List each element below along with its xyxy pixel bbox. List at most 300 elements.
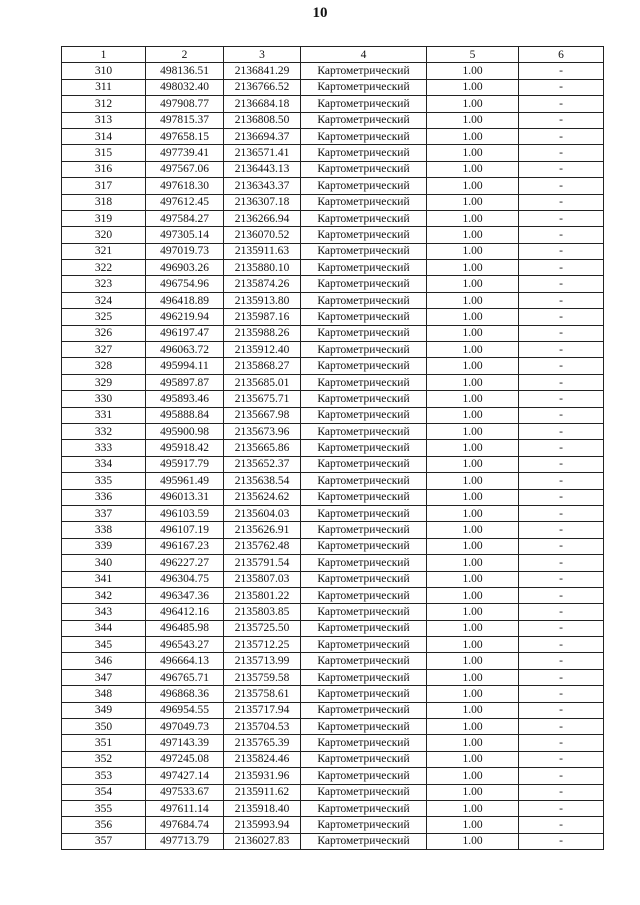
table-cell: 495900.98	[146, 423, 224, 439]
table-cell: -	[519, 817, 604, 833]
table-cell: 1.00	[427, 538, 519, 554]
table-cell: 1.00	[427, 325, 519, 341]
table-cell: 1.00	[427, 440, 519, 456]
table-cell: Картометрический	[301, 423, 427, 439]
table-row	[62, 686, 604, 702]
table-row	[62, 833, 604, 849]
table-cell: 349	[62, 702, 146, 718]
table-cell: Картометрический	[301, 309, 427, 325]
table-cell: 497533.67	[146, 784, 224, 800]
table-cell: 345	[62, 637, 146, 653]
table-cell: 318	[62, 194, 146, 210]
table-cell: 2135638.54	[224, 473, 301, 489]
table-cell: Картометрический	[301, 342, 427, 358]
coordinates-table	[61, 46, 604, 850]
table-cell: -	[519, 423, 604, 439]
table-cell: Картометрический	[301, 833, 427, 849]
table-cell: 2135626.91	[224, 522, 301, 538]
column-header: 1	[62, 47, 146, 63]
table-cell: 2135717.94	[224, 702, 301, 718]
table-cell: 496664.13	[146, 653, 224, 669]
table-cell: Картометрический	[301, 145, 427, 161]
table-cell: 1.00	[427, 112, 519, 128]
table-cell: Картометрический	[301, 489, 427, 505]
table-row	[62, 79, 604, 95]
table-cell: 326	[62, 325, 146, 341]
table-cell: 1.00	[427, 702, 519, 718]
table-cell: 1.00	[427, 653, 519, 669]
table-row	[62, 653, 604, 669]
table-cell: 497049.73	[146, 719, 224, 735]
table-cell: 2135880.10	[224, 260, 301, 276]
table-cell: 317	[62, 178, 146, 194]
table-cell: 321	[62, 243, 146, 259]
table-cell: Картометрический	[301, 555, 427, 571]
table-cell: 315	[62, 145, 146, 161]
table-cell: 2135913.80	[224, 292, 301, 308]
table-row	[62, 178, 604, 194]
table-cell: Картометрический	[301, 292, 427, 308]
table-cell: 2135762.48	[224, 538, 301, 554]
table-cell: 2135824.46	[224, 751, 301, 767]
table-cell: 495994.11	[146, 358, 224, 374]
table-cell: 495961.49	[146, 473, 224, 489]
table-cell: -	[519, 653, 604, 669]
table-cell: Картометрический	[301, 456, 427, 472]
table-cell: 497584.27	[146, 210, 224, 226]
table-cell: Картометрический	[301, 505, 427, 521]
table-cell: -	[519, 702, 604, 718]
table-cell: 2135801.22	[224, 587, 301, 603]
table-cell: 497305.14	[146, 227, 224, 243]
table-cell: 1.00	[427, 833, 519, 849]
table-cell: 320	[62, 227, 146, 243]
table-cell: 2136027.83	[224, 833, 301, 849]
table-row	[62, 555, 604, 571]
table-row	[62, 522, 604, 538]
table-row	[62, 637, 604, 653]
table-cell: -	[519, 342, 604, 358]
table-cell: -	[519, 260, 604, 276]
table-cell: 1.00	[427, 407, 519, 423]
table-cell: 2136307.18	[224, 194, 301, 210]
table-cell: 1.00	[427, 555, 519, 571]
table-row	[62, 423, 604, 439]
table-row	[62, 735, 604, 751]
table-cell: Картометрический	[301, 243, 427, 259]
table-cell: 1.00	[427, 374, 519, 390]
table-cell: 328	[62, 358, 146, 374]
table-cell: 2135931.96	[224, 768, 301, 784]
table-cell: 2136070.52	[224, 227, 301, 243]
table-cell: 311	[62, 79, 146, 95]
table-cell: 497658.15	[146, 128, 224, 144]
table-row	[62, 342, 604, 358]
table-cell: -	[519, 161, 604, 177]
table-cell: 496167.23	[146, 538, 224, 554]
table-cell: Картометрический	[301, 620, 427, 636]
table-cell: 355	[62, 800, 146, 816]
table-cell: 496103.59	[146, 505, 224, 521]
table-cell: 2135765.39	[224, 735, 301, 751]
table-cell: 496107.19	[146, 522, 224, 538]
table-cell: 352	[62, 751, 146, 767]
table-cell: Картометрический	[301, 817, 427, 833]
table-cell: 1.00	[427, 587, 519, 603]
table-cell: -	[519, 571, 604, 587]
table-cell: Картометрический	[301, 194, 427, 210]
table-cell: 495918.42	[146, 440, 224, 456]
table-cell: -	[519, 63, 604, 79]
table-cell: -	[519, 522, 604, 538]
table-cell: 2136841.29	[224, 63, 301, 79]
table-cell: 497739.41	[146, 145, 224, 161]
table-cell: -	[519, 178, 604, 194]
table-cell: -	[519, 391, 604, 407]
table-cell: 324	[62, 292, 146, 308]
table-cell: 2135667.98	[224, 407, 301, 423]
table-cell: 2136266.94	[224, 210, 301, 226]
table-cell: 2136808.50	[224, 112, 301, 128]
table-cell: 496765.71	[146, 669, 224, 685]
table-row	[62, 276, 604, 292]
table-cell: 2135807.03	[224, 571, 301, 587]
table-cell: 1.00	[427, 423, 519, 439]
table-cell: 331	[62, 407, 146, 423]
table-cell: -	[519, 243, 604, 259]
table-cell: 314	[62, 128, 146, 144]
table-cell: -	[519, 604, 604, 620]
table-row	[62, 571, 604, 587]
table-cell: Картометрический	[301, 669, 427, 685]
table-cell: -	[519, 128, 604, 144]
table-cell: 2135665.86	[224, 440, 301, 456]
table-cell: Картометрический	[301, 325, 427, 341]
page-number: 10	[312, 5, 328, 21]
table-cell: 498032.40	[146, 79, 224, 95]
table-cell: 1.00	[427, 522, 519, 538]
table-cell: 497427.14	[146, 768, 224, 784]
table-cell: 2135791.54	[224, 555, 301, 571]
table-row	[62, 194, 604, 210]
table-cell: 497908.77	[146, 96, 224, 112]
table-cell: Картометрический	[301, 538, 427, 554]
table-cell: 1.00	[427, 817, 519, 833]
table-cell: Картометрический	[301, 96, 427, 112]
table-cell: 323	[62, 276, 146, 292]
table-cell: -	[519, 768, 604, 784]
table-cell: 353	[62, 768, 146, 784]
table-row	[62, 440, 604, 456]
table-cell: 343	[62, 604, 146, 620]
table-cell: -	[519, 587, 604, 603]
table-cell: 334	[62, 456, 146, 472]
table-cell: 1.00	[427, 800, 519, 816]
table-cell: 1.00	[427, 79, 519, 95]
table-cell: 1.00	[427, 292, 519, 308]
table-cell: 335	[62, 473, 146, 489]
table-cell: Картометрический	[301, 358, 427, 374]
table-cell: Картометрический	[301, 768, 427, 784]
table-cell: 327	[62, 342, 146, 358]
table-cell: 497612.45	[146, 194, 224, 210]
table-cell: 2135912.40	[224, 342, 301, 358]
table-cell: 342	[62, 587, 146, 603]
table-cell: 1.00	[427, 210, 519, 226]
table-cell: 354	[62, 784, 146, 800]
table-cell: 2135725.50	[224, 620, 301, 636]
table-cell: -	[519, 735, 604, 751]
table-cell: 496412.16	[146, 604, 224, 620]
table-cell: 1.00	[427, 751, 519, 767]
table-cell: -	[519, 309, 604, 325]
table-cell: 2135675.71	[224, 391, 301, 407]
table-cell: Картометрический	[301, 63, 427, 79]
table-cell: 1.00	[427, 128, 519, 144]
table-row	[62, 473, 604, 489]
table-row	[62, 489, 604, 505]
table-row	[62, 505, 604, 521]
column-header: 5	[427, 47, 519, 63]
table-cell: -	[519, 79, 604, 95]
table-cell: Картометрический	[301, 161, 427, 177]
table-cell: 356	[62, 817, 146, 833]
table-row	[62, 260, 604, 276]
table-cell: 497618.30	[146, 178, 224, 194]
table-cell: 1.00	[427, 784, 519, 800]
table-cell: -	[519, 96, 604, 112]
table-cell: 2135685.01	[224, 374, 301, 390]
table-cell: 2136443.13	[224, 161, 301, 177]
table-cell: 496954.55	[146, 702, 224, 718]
table-cell: 338	[62, 522, 146, 538]
table-cell: 336	[62, 489, 146, 505]
table-cell: -	[519, 505, 604, 521]
table-row	[62, 702, 604, 718]
table-row	[62, 161, 604, 177]
table-cell: Картометрический	[301, 735, 427, 751]
table-cell: -	[519, 620, 604, 636]
column-header: 2	[146, 47, 224, 63]
table-row	[62, 784, 604, 800]
table-cell: 1.00	[427, 637, 519, 653]
table-cell: 1.00	[427, 243, 519, 259]
table-cell: -	[519, 292, 604, 308]
table-cell: 1.00	[427, 391, 519, 407]
table-row	[62, 817, 604, 833]
table-cell: -	[519, 210, 604, 226]
table-cell: 332	[62, 423, 146, 439]
table-cell: 1.00	[427, 620, 519, 636]
table-cell: 333	[62, 440, 146, 456]
table-row	[62, 719, 604, 735]
table-row	[62, 128, 604, 144]
table-cell: 497713.79	[146, 833, 224, 849]
table-row	[62, 538, 604, 554]
table-cell: Картометрический	[301, 686, 427, 702]
table-row	[62, 210, 604, 226]
table-cell: -	[519, 489, 604, 505]
table-cell: 1.00	[427, 669, 519, 685]
table-cell: 2135758.61	[224, 686, 301, 702]
table-cell: 496304.75	[146, 571, 224, 587]
table-cell: 319	[62, 210, 146, 226]
table-cell: 496197.47	[146, 325, 224, 341]
table-row	[62, 407, 604, 423]
table-cell: -	[519, 112, 604, 128]
table-cell: 351	[62, 735, 146, 751]
table-cell: Картометрический	[301, 653, 427, 669]
table-cell: -	[519, 227, 604, 243]
table-cell: 344	[62, 620, 146, 636]
table-cell: -	[519, 473, 604, 489]
table-cell: 496219.94	[146, 309, 224, 325]
table-row	[62, 145, 604, 161]
table-cell: Картометрический	[301, 587, 427, 603]
table-cell: -	[519, 407, 604, 423]
table-cell: 2135911.63	[224, 243, 301, 259]
table-cell: 316	[62, 161, 146, 177]
table-cell: -	[519, 686, 604, 702]
table-row	[62, 800, 604, 816]
table-cell: 495888.84	[146, 407, 224, 423]
table-cell: 325	[62, 309, 146, 325]
table-row	[62, 374, 604, 390]
table-cell: 497684.74	[146, 817, 224, 833]
table-cell: 1.00	[427, 161, 519, 177]
table-cell: 496903.26	[146, 260, 224, 276]
table-cell: 1.00	[427, 342, 519, 358]
table-cell: 496347.36	[146, 587, 224, 603]
table-row	[62, 620, 604, 636]
table-cell: -	[519, 538, 604, 554]
table-cell: 1.00	[427, 473, 519, 489]
table-cell: 330	[62, 391, 146, 407]
table-row	[62, 309, 604, 325]
table-cell: 1.00	[427, 145, 519, 161]
table-cell: 339	[62, 538, 146, 554]
table-cell: 2135988.26	[224, 325, 301, 341]
table-cell: 2135673.96	[224, 423, 301, 439]
table-cell: -	[519, 784, 604, 800]
table-cell: 346	[62, 653, 146, 669]
table-cell: 1.00	[427, 768, 519, 784]
table-cell: 1.00	[427, 227, 519, 243]
table-row	[62, 604, 604, 620]
table-cell: 2136694.37	[224, 128, 301, 144]
table-cell: Картометрический	[301, 128, 427, 144]
table-cell: 1.00	[427, 358, 519, 374]
table-cell: Картометрический	[301, 440, 427, 456]
table-cell: Картометрический	[301, 391, 427, 407]
table-cell: 350	[62, 719, 146, 735]
table-cell: 2135652.37	[224, 456, 301, 472]
table-cell: 2136766.52	[224, 79, 301, 95]
table-cell: 497815.37	[146, 112, 224, 128]
table-cell: 496754.96	[146, 276, 224, 292]
table-cell: 1.00	[427, 456, 519, 472]
table-cell: -	[519, 194, 604, 210]
table-cell: 495897.87	[146, 374, 224, 390]
table-row	[62, 325, 604, 341]
table-cell: Картометрический	[301, 260, 427, 276]
table-cell: 1.00	[427, 194, 519, 210]
table-cell: 2136343.37	[224, 178, 301, 194]
table-cell: -	[519, 358, 604, 374]
table-cell: -	[519, 669, 604, 685]
table-cell: Картометрический	[301, 276, 427, 292]
table-cell: Картометрический	[301, 571, 427, 587]
table-cell: 496868.36	[146, 686, 224, 702]
table-cell: -	[519, 145, 604, 161]
table-cell: Картометрический	[301, 522, 427, 538]
table-row	[62, 358, 604, 374]
table-cell: 1.00	[427, 63, 519, 79]
table-cell: -	[519, 833, 604, 849]
table-cell: Картометрический	[301, 719, 427, 735]
table-cell: 348	[62, 686, 146, 702]
table-row	[62, 391, 604, 407]
table-cell: 2136684.18	[224, 96, 301, 112]
table-cell: Картометрический	[301, 79, 427, 95]
table-row	[62, 227, 604, 243]
table-cell: Картометрический	[301, 800, 427, 816]
column-header: 3	[224, 47, 301, 63]
table-cell: Картометрический	[301, 784, 427, 800]
table-cell: 496227.27	[146, 555, 224, 571]
table-cell: 498136.51	[146, 63, 224, 79]
table-cell: 322	[62, 260, 146, 276]
table-cell: 1.00	[427, 96, 519, 112]
table-cell: 2135918.40	[224, 800, 301, 816]
table-cell: 1.00	[427, 735, 519, 751]
table-cell: -	[519, 555, 604, 571]
table-cell: 497611.14	[146, 800, 224, 816]
table-cell: 312	[62, 96, 146, 112]
table-cell: 1.00	[427, 309, 519, 325]
table-row	[62, 587, 604, 603]
table-cell: -	[519, 719, 604, 735]
table-cell: 337	[62, 505, 146, 521]
table-cell: Картометрический	[301, 210, 427, 226]
table-cell: 2135868.27	[224, 358, 301, 374]
table-row	[62, 292, 604, 308]
table-cell: 2135987.16	[224, 309, 301, 325]
table-cell: -	[519, 374, 604, 390]
table-cell: Картометрический	[301, 751, 427, 767]
table-cell: Картометрический	[301, 604, 427, 620]
table-cell: 497567.06	[146, 161, 224, 177]
table-row	[62, 456, 604, 472]
table-cell: Картометрический	[301, 112, 427, 128]
table-row	[62, 768, 604, 784]
table-row	[62, 243, 604, 259]
table-cell: Картометрический	[301, 473, 427, 489]
table-cell: 1.00	[427, 719, 519, 735]
table-cell: 347	[62, 669, 146, 685]
table-cell: 495917.79	[146, 456, 224, 472]
table-cell: -	[519, 751, 604, 767]
table-cell: 2135911.62	[224, 784, 301, 800]
table-cell: 497143.39	[146, 735, 224, 751]
table-cell: 496013.31	[146, 489, 224, 505]
table-cell: 310	[62, 63, 146, 79]
table-body	[62, 63, 604, 850]
table-cell: 495893.46	[146, 391, 224, 407]
table-cell: Картометрический	[301, 178, 427, 194]
table-cell: 2135604.03	[224, 505, 301, 521]
table-cell: 496063.72	[146, 342, 224, 358]
